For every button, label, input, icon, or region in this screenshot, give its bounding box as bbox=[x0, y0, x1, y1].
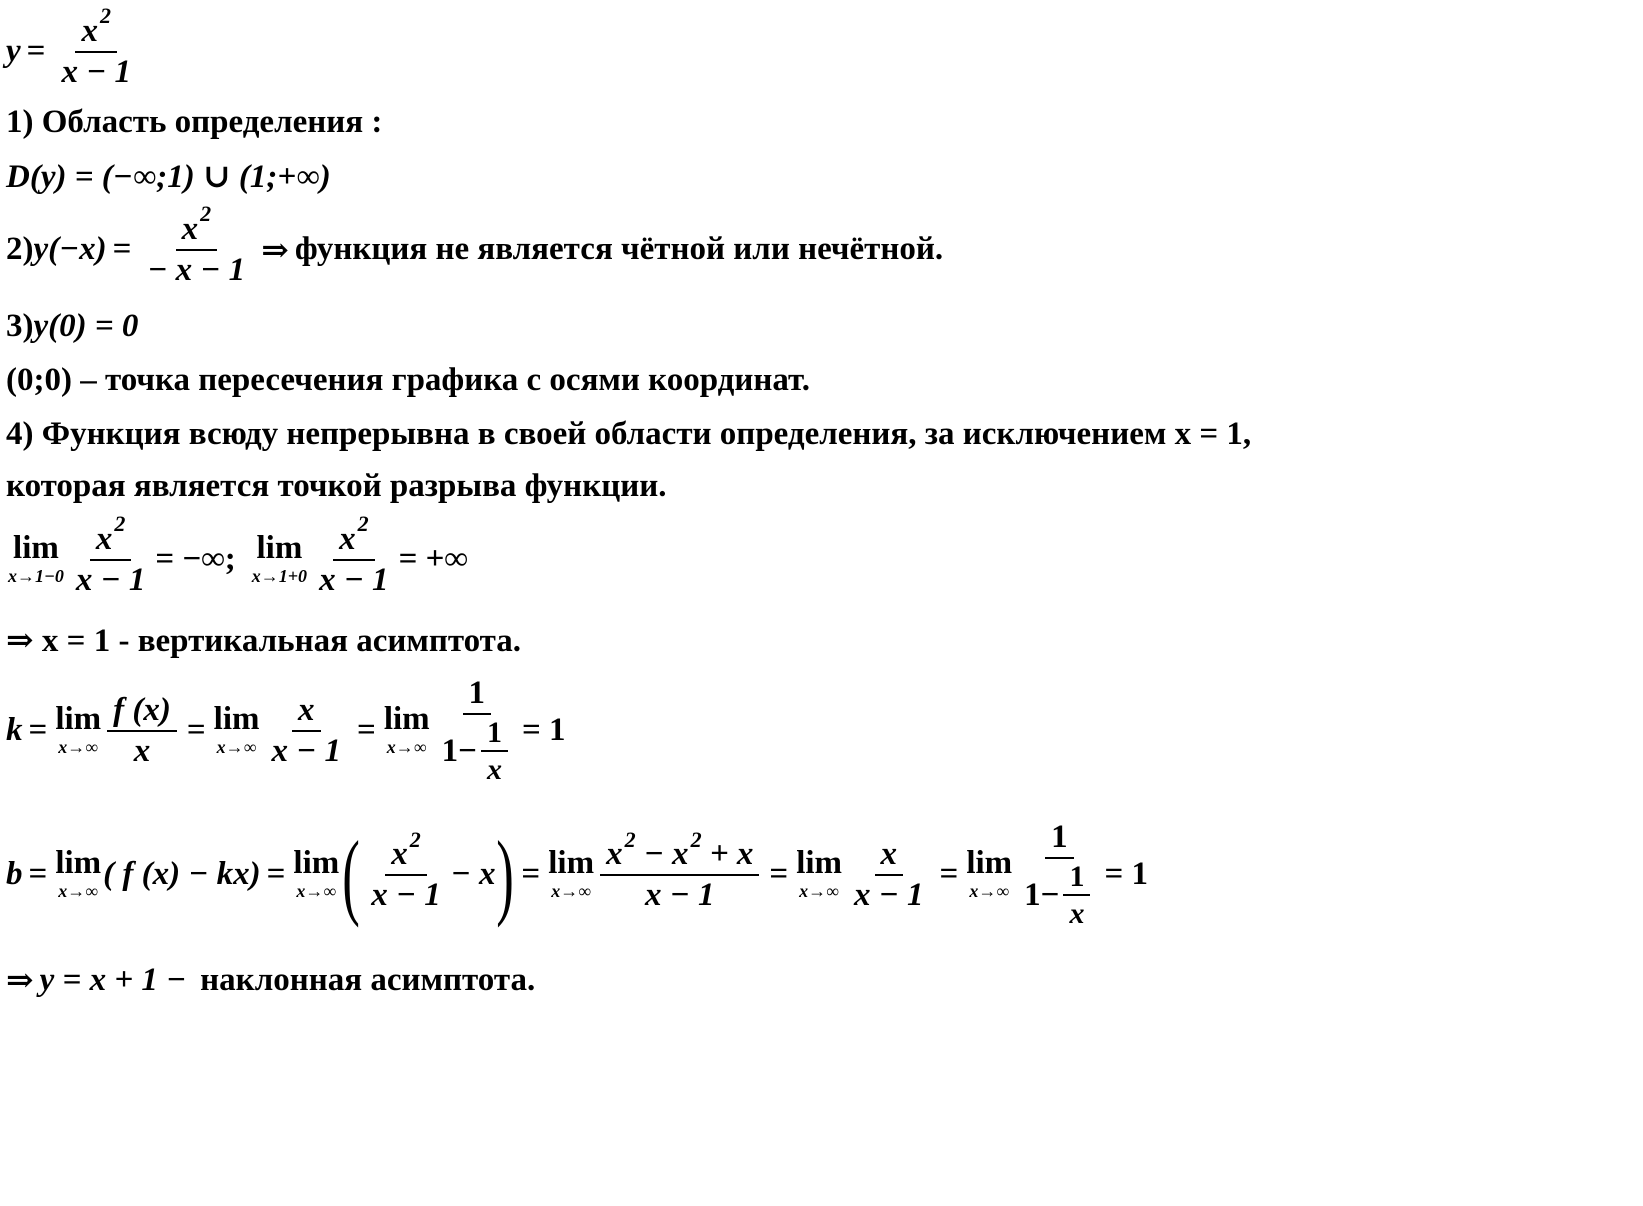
step3-text: (0;0) – точка пересечения графика с осями координат. bbox=[6, 362, 811, 398]
b-paren-fraction: $\frac{x^2}{x - 1}$ bbox=[371, 826, 441, 913]
step2-prefix: 2) bbox=[6, 231, 34, 268]
b-lim-2: lim x→∞ bbox=[293, 845, 340, 902]
formula-eq: = bbox=[26, 33, 46, 70]
step3-prefix: 3) bbox=[6, 308, 34, 344]
step2-fraction bbox=[141, 201, 251, 288]
lim-right-result: = +∞ bbox=[398, 541, 468, 578]
domain-expression: D(y) = (−∞;1) ∪ (1;+∞) bbox=[6, 159, 331, 195]
step2-lhs: y(−x) bbox=[33, 231, 107, 268]
step4-line2: которая является точкой разрыва функции. bbox=[6, 468, 667, 504]
k-lim-2: lim x→∞ bbox=[213, 701, 260, 758]
step2-eq: = bbox=[112, 231, 132, 268]
b-lhs: b bbox=[6, 856, 23, 893]
k-line: k = lim x→∞ $\frac{f (x)}{x}$ = lim x→∞ $\frac{x}{x - 1}$ = lim x→∞ 1 1− $\frac{1}{x}$ = 1 bbox=[6, 675, 566, 787]
left-paren: ( bbox=[342, 820, 361, 928]
b-lim-4: lim x→∞ bbox=[796, 845, 843, 902]
step2-line bbox=[6, 201, 944, 288]
lim-left: lim x→1−0 bbox=[8, 530, 64, 587]
lim-right: lim x→1+0 bbox=[251, 530, 308, 587]
b-fraction-3: $\frac{x}{x - 1}$ bbox=[854, 836, 924, 913]
k-lim-1: lim x→∞ bbox=[55, 701, 102, 758]
b-fraction-4: 1 1− $\frac{1}{x}$ bbox=[1018, 820, 1100, 930]
b-lim-3: lim x→∞ bbox=[548, 845, 595, 902]
step2-numerator: $x^2$ bbox=[176, 212, 218, 251]
right-paren: ) bbox=[496, 820, 515, 928]
k-lim-3: lim x→∞ bbox=[383, 701, 430, 758]
oblique-arrow: ⇒ bbox=[6, 963, 34, 999]
limits-line bbox=[6, 511, 468, 598]
step2-text: функция не является чётной или нечётной. bbox=[294, 231, 944, 268]
vertical-asymptote: ⇒ x = 1 - вертикальная асимптота. bbox=[6, 623, 522, 659]
fraction-numerator: $x^2$ bbox=[75, 14, 117, 53]
step3-expr: y(0) = 0 bbox=[33, 308, 139, 344]
fraction-denominator: x − 1 bbox=[61, 53, 131, 90]
k-fraction-3: 1 1− $\frac{1}{x}$ bbox=[436, 676, 518, 786]
implies-arrow: ⇒ bbox=[261, 232, 289, 269]
lim-right-fraction: $\frac{x^2}{x - 1}$ bbox=[319, 511, 389, 598]
formula-lhs: y bbox=[6, 33, 21, 70]
step3-line bbox=[6, 308, 138, 345]
step1-label: 1) Область определения : bbox=[6, 104, 383, 140]
k-inner-fraction: $\frac{1}{x}$ bbox=[481, 717, 508, 786]
b-fraction-2: $\frac{x^2 - x^2 + x}{x - 1}$ bbox=[600, 837, 759, 912]
formula-fraction bbox=[55, 3, 137, 90]
lim-left-fraction: $\frac{x^2}{x - 1}$ bbox=[75, 511, 146, 598]
b-lim-5: lim x→∞ bbox=[966, 845, 1013, 902]
k-fraction-2: $\frac{x}{x - 1}$ bbox=[271, 692, 341, 769]
b-expr1: ( f (x) − kx) bbox=[103, 856, 261, 893]
main-formula bbox=[6, 3, 141, 90]
b-lim-1: lim x→∞ bbox=[55, 845, 102, 902]
k-fraction-1: $\frac{f (x)}{x}$ bbox=[107, 693, 177, 768]
step4-line1: 4) Функция всюду непрерывна в своей области определения, за исключением x = 1, bbox=[6, 416, 1252, 452]
b-result: = 1 bbox=[1104, 856, 1149, 893]
b-line: b = lim x→∞ ( f (x) − kx) = lim x→∞ ( $\frac{x^2}{x - 1}$ − x ) = lim x→∞ $\frac{x^2 - x^2 + x}{x - 1}$ = lim x→∞ $\frac{x}{x - 1}$ = lim x→∞ 1 1− $\frac{1}{x}$ = 1 bbox=[6, 819, 1149, 931]
b-inner-fraction: $\frac{1}{x}$ bbox=[1063, 861, 1090, 930]
oblique-text: наклонная асимптота. bbox=[200, 961, 536, 998]
k-result: = 1 bbox=[521, 712, 566, 749]
step2-denominator: − x − 1 bbox=[147, 251, 246, 288]
oblique-expr: y = x + 1 − bbox=[39, 961, 187, 998]
k-lhs: k bbox=[6, 712, 23, 749]
oblique-asymptote bbox=[6, 960, 535, 1000]
lim-left-result: = −∞; bbox=[155, 541, 236, 578]
